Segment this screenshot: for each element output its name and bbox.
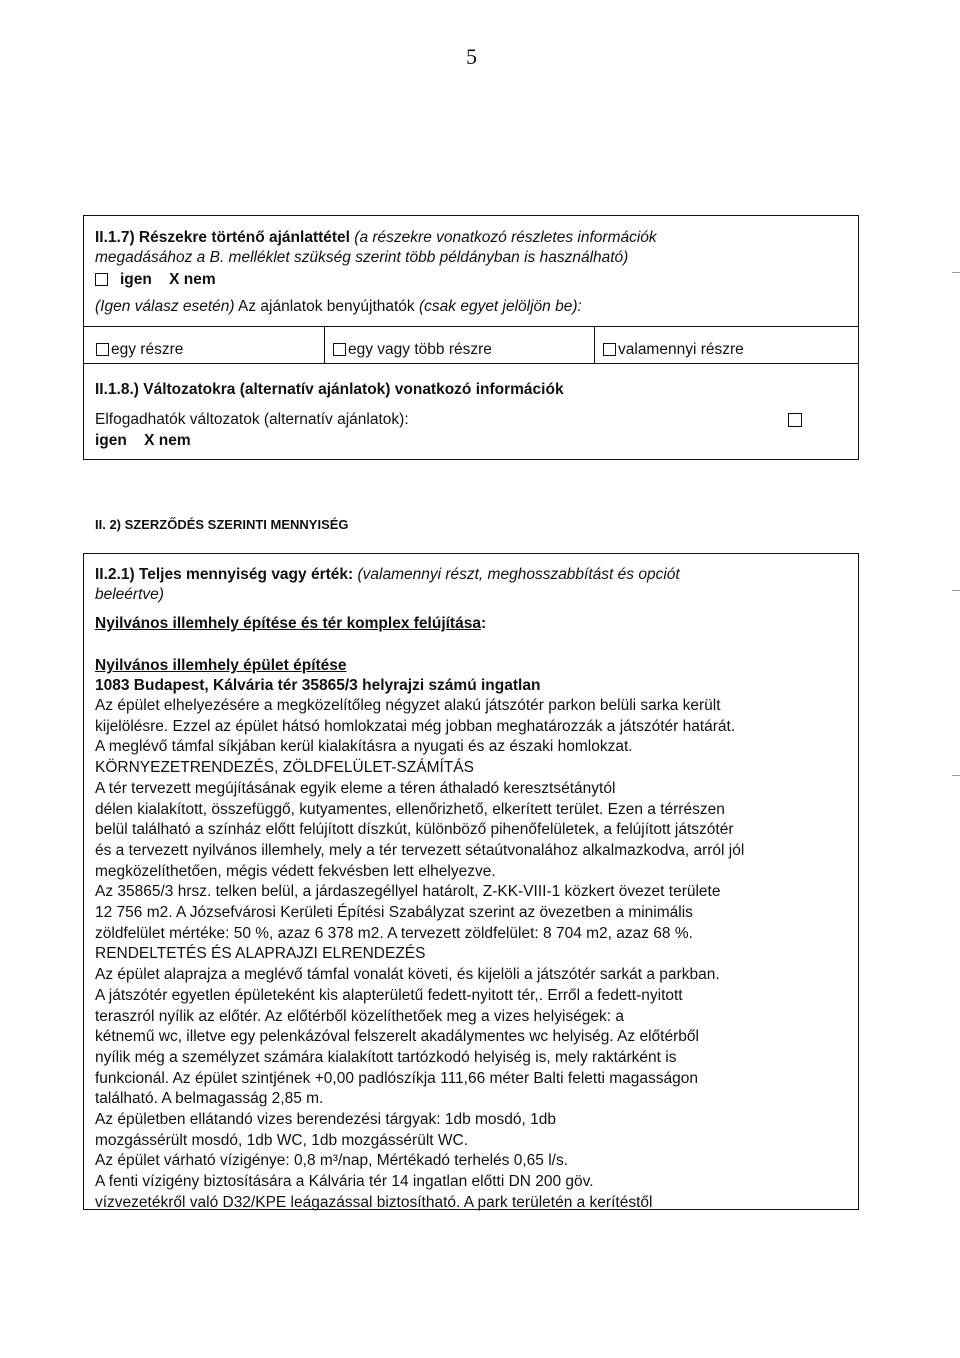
description-line: található. A belmagasság 2,85 m. xyxy=(95,1090,324,1108)
checkbox[interactable] xyxy=(333,343,346,356)
section-1-title-line2: megadásához a B. melléklet szükség szerint több példányban is használható) xyxy=(95,249,629,266)
description-line: nyílik még a személyzet számára kialakított tartózkodó helyiség is, mely raktárként is xyxy=(95,1048,677,1066)
address: 1083 Budapest, Kálvária tér 35865/3 helyrajzi számú ingatlan xyxy=(95,677,541,694)
option-egy-reszre[interactable]: egy részre xyxy=(96,340,183,360)
option-valamennyi-reszre[interactable]: valamennyi részre xyxy=(603,340,744,360)
description-line: A játszótér egyetlen épületeként kis alapterületű fedett-nyitott tér,. Erről a fedett-nyitott xyxy=(95,986,683,1004)
description-line: és a tervezett nyilvános illemhely, mely a tér tervezett sétaútvonalához alkalmazkodva, arról jól xyxy=(95,841,745,859)
description-line: zöldfelület mértéke: 50 %, azaz 6 378 m2. A tervezett zöldfelület: 8 704 m2, azaz 68 %. xyxy=(95,924,693,942)
section-3-title: II.2.1) Teljes mennyiség vagy érték: (valamennyi részt, meghosszabbítást és opciót xyxy=(95,566,680,583)
scan-mark xyxy=(952,775,960,776)
description-line: mozgássérült mosdó, 1db WC, 1db mozgássérült WC. xyxy=(95,1131,468,1149)
project-title: Nyilvános illemhely építése és tér komplex felújítása: xyxy=(95,615,487,632)
condition-line: (Igen válasz esetén) Az ajánlatok benyújthatók (csak egyet jelöljön be): xyxy=(95,298,582,315)
scan-mark xyxy=(952,590,960,591)
description-line: belül található a színház előtt felújított díszkút, különböző pihenőfelületek, a felújított játszótér xyxy=(95,821,734,839)
section-3-title-line2: beleértve) xyxy=(95,586,164,603)
option-egy-vagy-tobb-reszre[interactable]: egy vagy több részre xyxy=(333,340,492,360)
description-line: délen kialakított, összefüggő, kutyamentes, ellenőrizhető, elkerített terület. Ezen a térrészen xyxy=(95,800,725,818)
scan-mark xyxy=(952,272,960,273)
description-line: Az 35865/3 hrsz. telken belül, a járdaszegéllyel határolt, Z-KK-VIII-1 közkert övezet területe xyxy=(95,883,721,901)
description-line: Az épületben ellátandó vizes berendezési tárgyak: 1db mosdó, 1db xyxy=(95,1111,556,1128)
igen-checkbox[interactable] xyxy=(95,273,108,286)
section-1-title: II.1.7) Részekre történő ajánlattétel (a részekre vonatkozó részletes információk xyxy=(95,229,657,246)
section-header: II. 2) SZERZŐDÉS SZERINTI MENNYISÉG xyxy=(95,517,349,532)
description-line: vízvezetékről való D32/KPE leágazással biztosítható. A park területén a kerítéstől xyxy=(95,1193,653,1211)
description-line: A fenti vízigény biztosítására a Kálvária tér 14 ingatlan előtti DN 200 göv. xyxy=(95,1173,594,1191)
description-line: Az épület várható vízigénye: 0,8 m³/nap, Mértékadó terhelés 0,65 l/s. xyxy=(95,1152,569,1170)
description-line: Az épület elhelyezésére a megközelítőleg négyzet alakú játszótér parkon belüli sarka került xyxy=(95,697,721,714)
checkbox[interactable] xyxy=(96,343,109,356)
description-line: kijelölésre. Ezzel az épület hátsó homlokzatai még jobban meghatározzák a játszótér határát. xyxy=(95,717,736,735)
checkbox[interactable] xyxy=(603,343,616,356)
igen-nem-row: igen X nem xyxy=(95,270,216,290)
description-line: A meglévő támfal síkjában kerül kialakításra a nyugati és az északi homlokzat. xyxy=(95,738,633,756)
alternative-checkbox[interactable] xyxy=(788,413,802,427)
section-2-question: Elfogadhatók változatok (alternatív ajánlatok): xyxy=(95,411,409,428)
description-line: RENDELTETÉS ÉS ALAPRAJZI ELRENDEZÉS xyxy=(95,945,426,963)
description-line: kétnemű wc, illetve egy pelenkázóval felszerelt akadálymentes wc helyiség. Az előtérből xyxy=(95,1028,699,1046)
description-line: A tér tervezett megújításának egyik eleme a téren áthaladó keresztsétánytól xyxy=(95,779,616,797)
description-line: KÖRNYEZETRENDEZÉS, ZÖLDFELÜLET-SZÁMÍTÁS xyxy=(95,759,474,777)
description-line: 12 756 m2. A Józsefvárosi Kerületi Építési Szabályzat szerint az övezetben a minimális xyxy=(95,904,693,921)
section-2-title: II.1.8.) Változatokra (alternatív ajánlatok) vonatkozó információk xyxy=(95,381,564,398)
description-line: megközelíthetően, mégis védett fekvésben lett elhelyezve. xyxy=(95,862,496,880)
section-2-answer: igen X nem xyxy=(95,432,191,449)
sub-title: Nyilvános illemhely épület építése xyxy=(95,657,347,674)
description-line: Az épület alaprajza a meglévő támfal vonalát követi, és kijelöli a játszótér sarkát a parkban. xyxy=(95,966,720,984)
description-line: funkcionál. Az épület szintjének +0,00 padlószíkja 111,66 méter Balti feletti magasságon xyxy=(95,1069,699,1087)
page-number: 5 xyxy=(466,44,477,69)
description-line: teraszról nyílik az előtér. Az előtérből közelíthetőek meg a vizes helyiségek: a xyxy=(95,1007,624,1025)
